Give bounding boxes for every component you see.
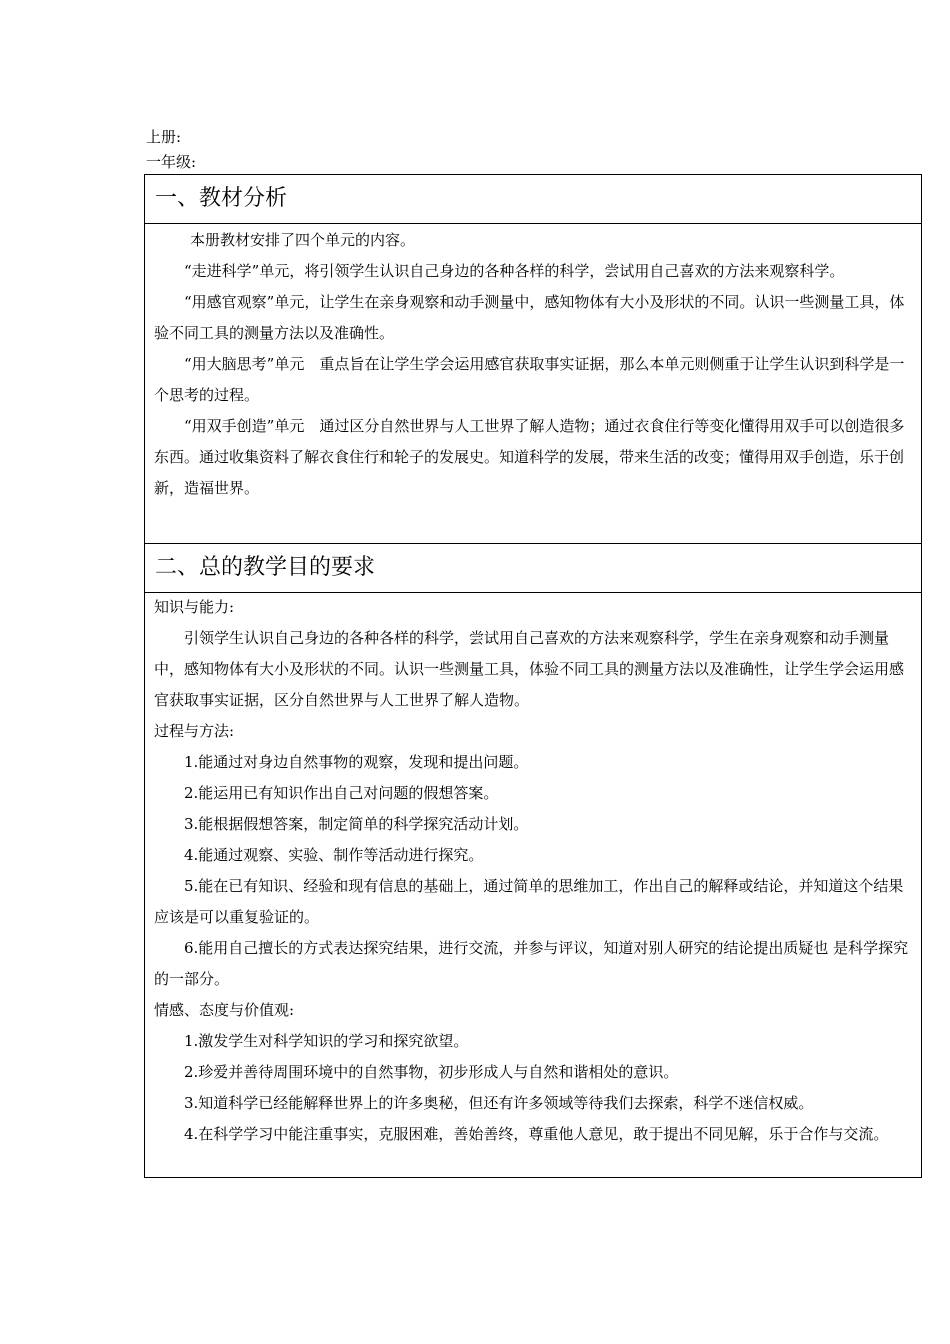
process-item: 6.能用自己擅长的方式表达探究结果，进行交流，并参与评议，知道对别人研究的结论提出质疑也 是科学探究的一部分。 [154, 939, 909, 988]
section1-paragraph: “用感官观察”单元，让学生在亲身观察和动手测量中，感知物体有大小及形状的不同。认识一些测量工具，体验不同工具的测量方法以及准确性。 [154, 293, 905, 342]
process-item: 5.能在已有知识、经验和现有信息的基础上，通过简单的思维加工，作出自己的解释或结论，并知道这个结果应该是可以重复验证的。 [154, 877, 904, 926]
process-item: 3.能根据假想答案，制定简单的科学探究活动计划。 [184, 815, 529, 833]
section1-paragraph: “走进科学”单元，将引领学生认识自己身边的各种各样的科学，尝试用自己喜欢的方法来观察科学。 [184, 262, 845, 280]
section2-title: 二、总的教学目的要求 [145, 544, 922, 593]
plan-table [144, 174, 922, 1178]
emotion-item: 1.激发学生对科学知识的学习和探究欲望。 [184, 1032, 469, 1050]
grade-label: 一年级: [146, 153, 197, 171]
section1-paragraph: “用大脑思考”单元 重点旨在让学生学会运用感官获取事实证据，那么本单元则侧重于让学生认识到科学是一个思考的过程。 [154, 355, 905, 404]
process-label: 过程与方法: [154, 722, 235, 740]
emotion-item: 2.珍爱并善待周围环境中的自然事物，初步形成人与自然和谐相处的意识。 [184, 1063, 679, 1081]
section1-title: 一、教材分析 [145, 175, 922, 224]
process-item: 2.能运用已有知识作出自己对问题的假想答案。 [184, 784, 499, 802]
section1-paragraph: 本册教材安排了四个单元的内容。 [190, 231, 416, 249]
emotion-label: 情感、态度与价值观: [154, 1001, 295, 1019]
section2-body [145, 593, 922, 1178]
knowledge-label: 知识与能力: [154, 598, 235, 616]
process-item: 4.能通过观察、实验、制作等活动进行探究。 [184, 846, 484, 864]
process-item: 1.能通过对身边自然事物的观察，发现和提出问题。 [184, 753, 529, 771]
volume-label: 上册: [146, 128, 182, 146]
knowledge-text: 引领学生认识自己身边的各种各样的科学，尝试用自己喜欢的方法来观察科学，学生在亲身观察和动手测量中，感知物体有大小及形状的不同。认识一些测量工具，体验不同工具的测量方法以及准确性，让学生学会运用感官获取事实证据，区分自然世界与人工世界了解人造物。 [154, 629, 905, 709]
emotion-item: 3.知道科学已经能解释世界上的许多奥秘，但还有许多领域等待我们去探索，科学不迷信权威。 [184, 1094, 814, 1112]
section1-paragraph: “用双手创造”单元 通过区分自然世界与人工世界了解人造物；通过衣食住行等变化懂得用双手可以创造很多东西。通过收集资料了解衣食住行和轮子的发展史。知道科学的发展，带来生活的改变；懂得用双手创造，乐于创新，造福世界。 [154, 417, 905, 497]
emotion-item: 4.在科学学习中能注重事实，克服困难，善始善终，尊重他人意见，敢于提出不同见解，乐于合作与交流。 [184, 1125, 889, 1143]
section1-body [145, 224, 922, 544]
